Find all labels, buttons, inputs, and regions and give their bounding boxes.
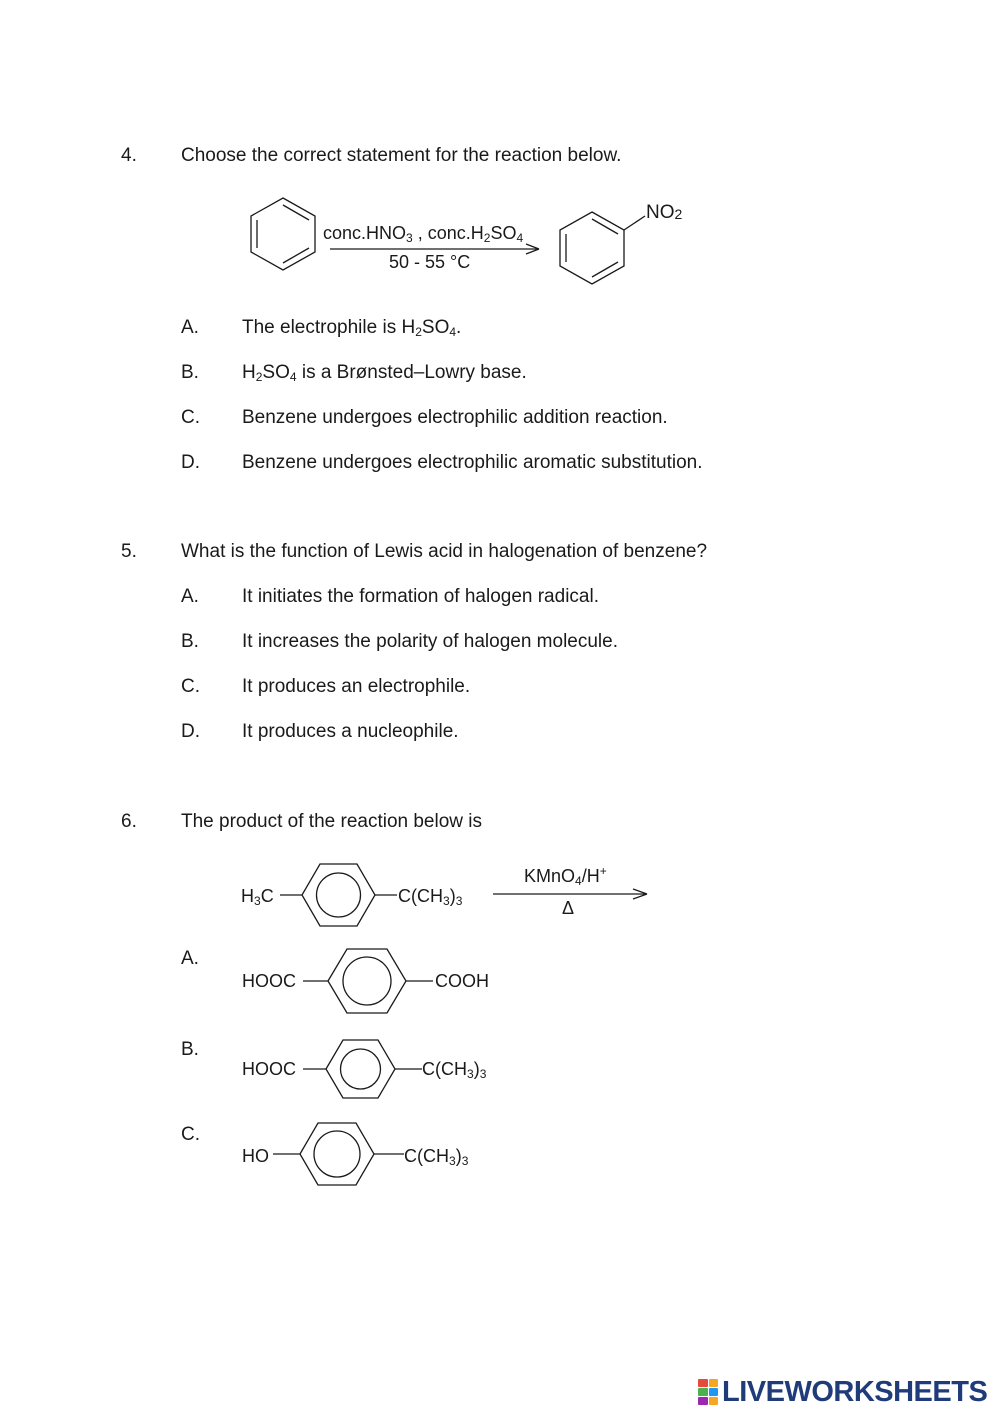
q5-option-a-text[interactable]: It initiates the formation of halogen radical. [242,586,599,607]
q6-option-b-right[interactable]: $C(CH_3)_3$ [422,1059,487,1081]
q4-option-c-letter[interactable]: C. [181,407,200,428]
q5-option-d-text[interactable]: It produces a nucleophile. [242,721,459,742]
q6-option-b-left[interactable]: HOOC [242,1059,296,1079]
q6-option-c-right[interactable]: $C(CH_3)_3$ [404,1146,469,1168]
q5-option-b-letter[interactable]: B. [181,631,199,652]
q6-option-a-left[interactable]: HOOC [242,971,296,991]
q4-reagents: $conc.HNO_3$ , $conc.H_2SO_4$ [323,223,524,245]
q6-option-c-left[interactable]: HO [242,1146,269,1166]
q4-option-a-letter[interactable]: A. [181,317,199,338]
q5-option-c-letter[interactable]: C. [181,676,200,697]
q6-reactant-left-group: $H_3C$ [241,886,274,908]
q6-reactant-ring [280,857,400,933]
q5-question: What is the function of Lewis acid in halogenation of benzene? [181,541,708,562]
q4-option-b-text[interactable]: $H_2SO_4$ is a Brønsted–Lowry base. [242,362,527,384]
logo-block [709,1388,719,1396]
q4-option-d-letter[interactable]: D. [181,452,200,473]
q6-reagent: KMnO$_4$/H+ [524,864,607,888]
q6-option-a-letter[interactable]: A. [181,948,199,969]
q6-option-a-right[interactable]: COOH [435,971,489,991]
logo-block [709,1397,719,1405]
logo-block [698,1379,708,1387]
q5-option-a-letter[interactable]: A. [181,586,199,607]
benzene-reactant [248,196,318,272]
q4-option-d-text[interactable]: Benzene undergoes electrophilic aromatic substitution. [242,452,703,473]
logo-block [698,1388,708,1396]
q4-condition: 50 - 55 °C [389,252,471,272]
q6-option-b-letter[interactable]: B. [181,1039,199,1060]
q4-option-a-text[interactable]: The electrophile is $H_2SO_4$. [242,317,462,339]
q4-option-c-text[interactable]: Benzene undergoes electrophilic addition reaction. [242,407,668,428]
q6-number: 6. [121,811,137,832]
q6-reactant-right-group: $C(CH_3)_3$ [398,886,463,908]
logo-block [698,1397,708,1405]
q6-condition: Δ [562,898,575,918]
q5-option-d-letter[interactable]: D. [181,721,200,742]
q6-option-c-letter[interactable]: C. [181,1124,200,1145]
q6-option-a-ring [303,943,437,1021]
q5-option-b-text[interactable]: It increases the polarity of halogen molecule. [242,631,618,652]
q6-option-c-ring [273,1117,407,1191]
q5-option-c-text[interactable]: It produces an electrophile. [242,676,471,697]
q5-number: 5. [121,541,137,562]
q4-question: Choose the correct statement for the reaction below. [181,145,622,166]
q4-option-b-letter[interactable]: B. [181,362,199,383]
logo-text: LIVEWORKSHEETS [722,1375,988,1408]
benzene-ring [251,198,315,270]
logo-mark-icon [698,1379,718,1405]
q6-option-b-ring [303,1035,425,1105]
q4-number: 4. [121,145,137,166]
q6-question: The product of the reaction below is [181,811,483,832]
nitrobenzene-product [557,208,629,288]
logo-block [709,1379,719,1387]
liveworksheets-logo[interactable] [698,1377,987,1407]
q4-product-group: NO2 [646,202,683,223]
